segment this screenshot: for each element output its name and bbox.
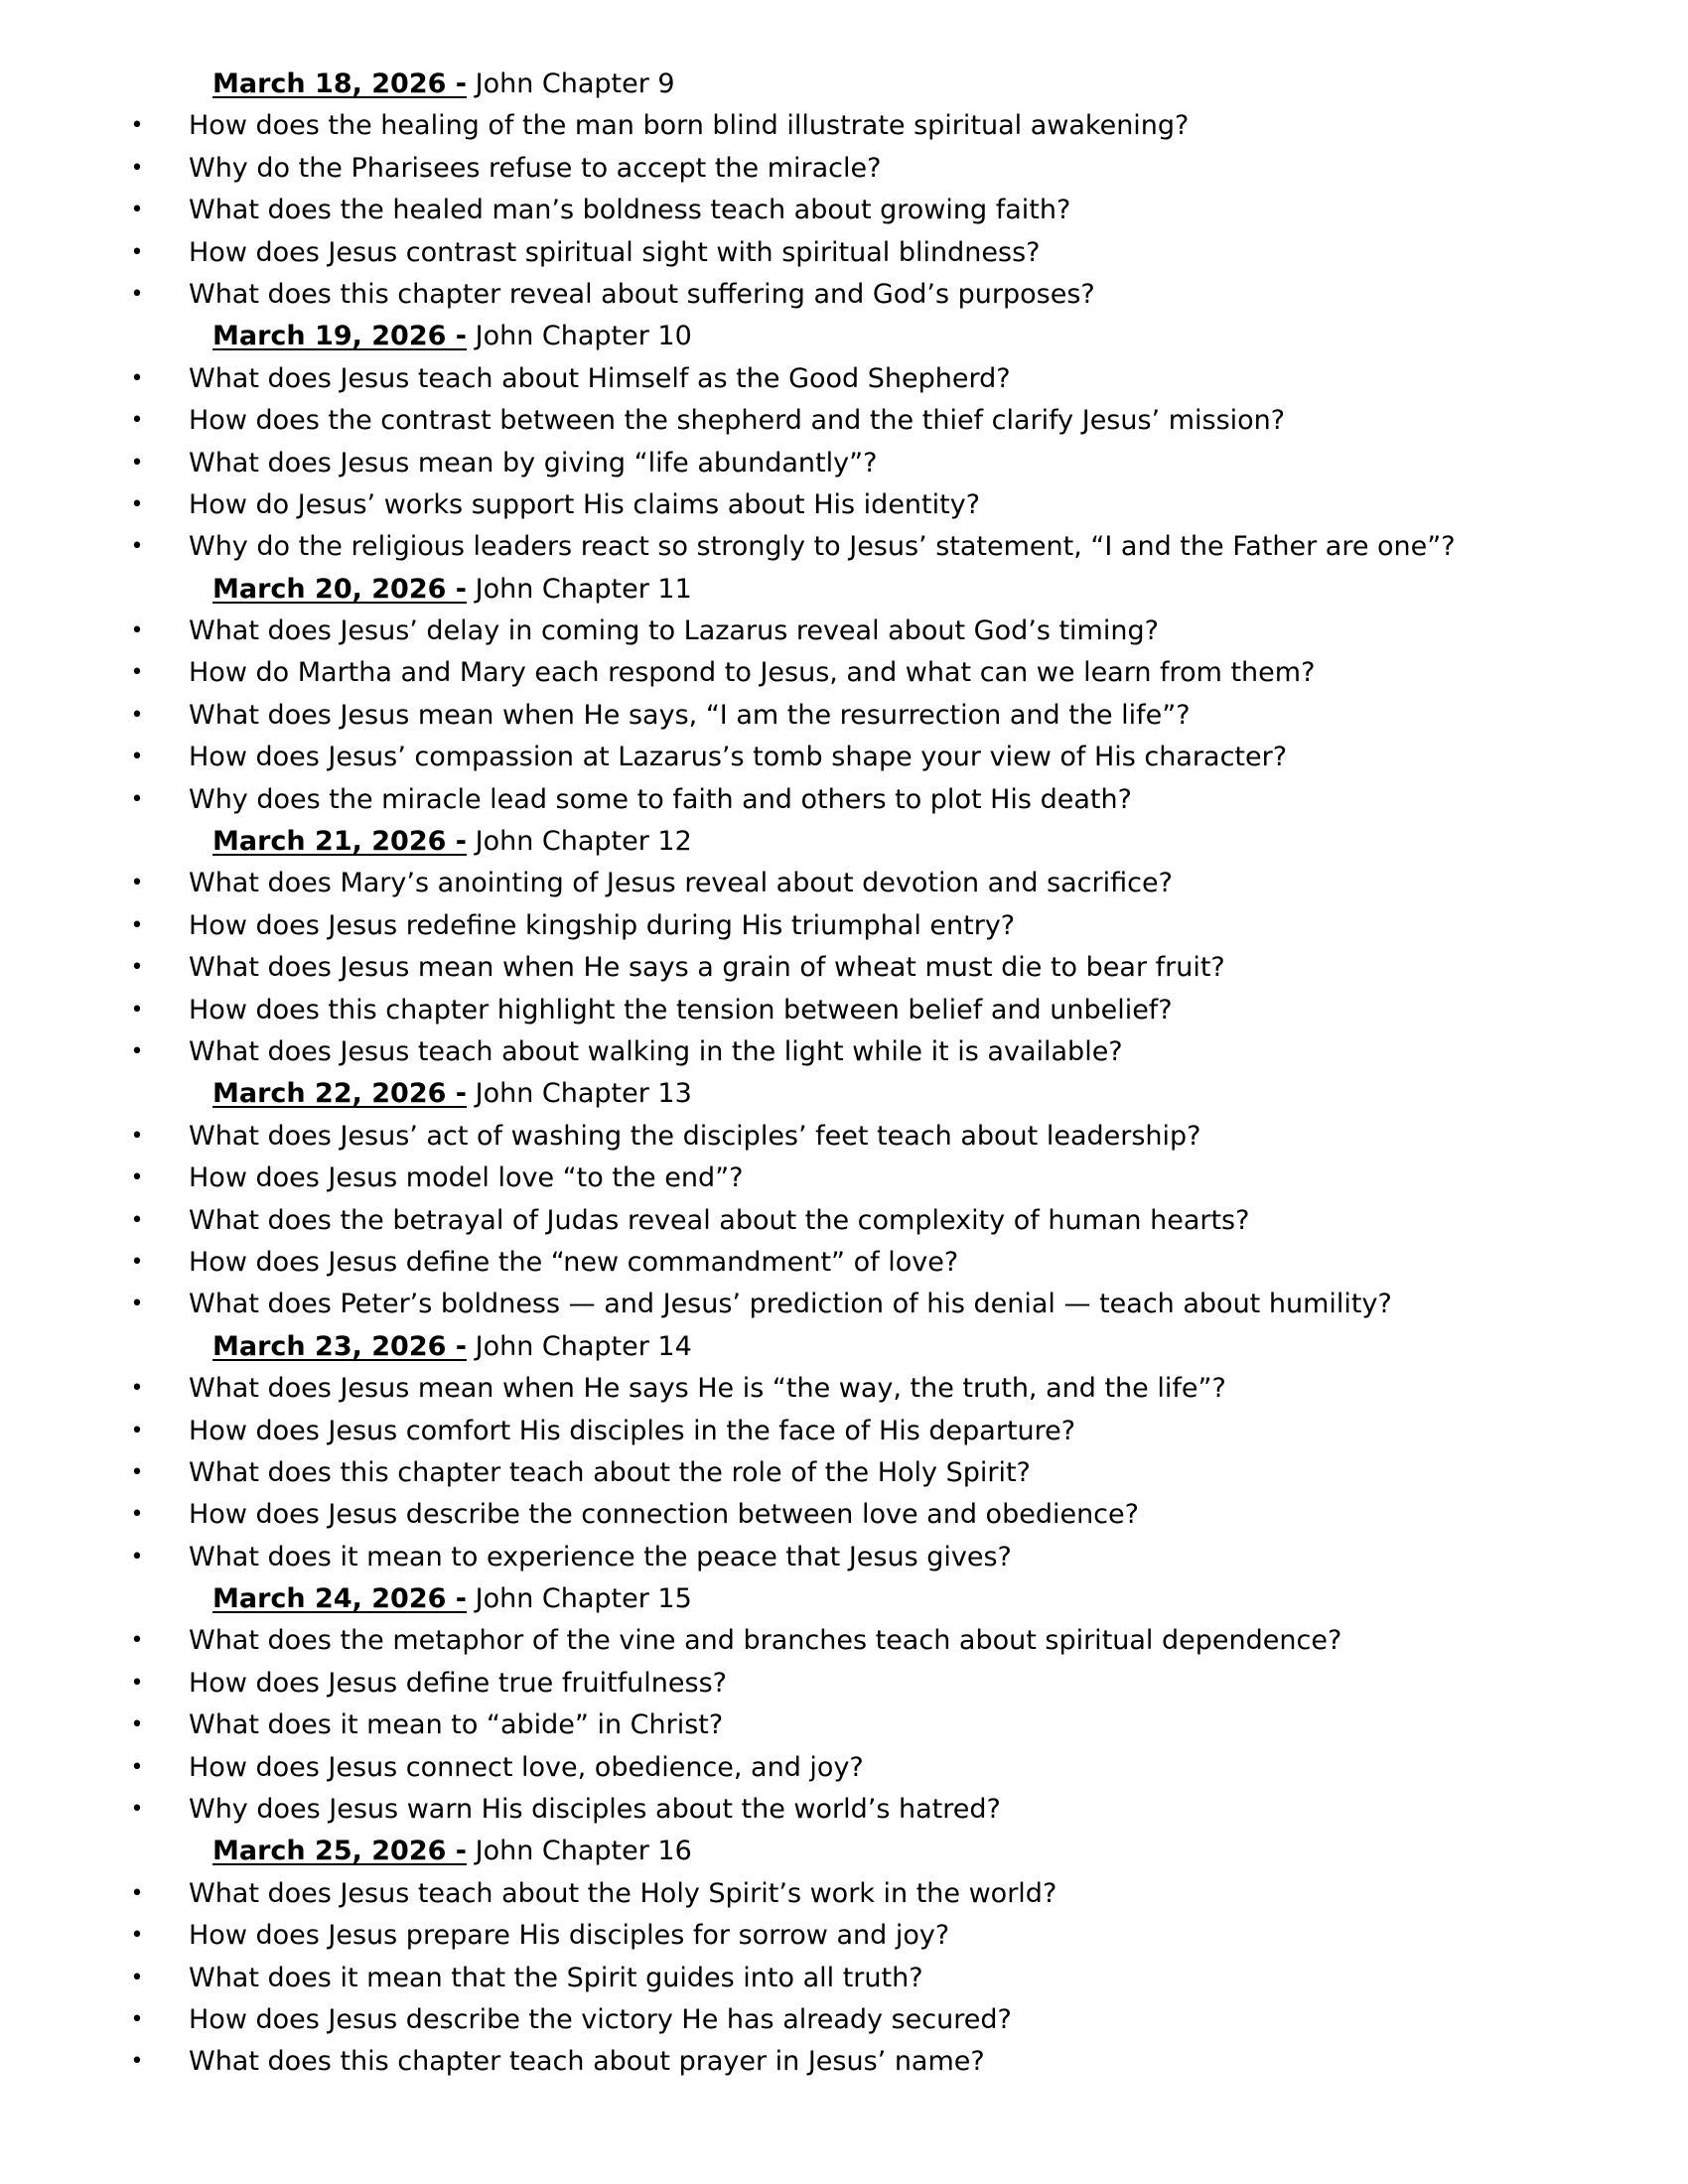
bullet-icon: • [130, 1165, 144, 1191]
bullet-icon: • [130, 912, 144, 938]
question-text: How does Jesus define the “new commandment” of love? [189, 1246, 959, 1278]
question-text: Why do the Pharisees refuse to accept the miracle? [189, 152, 882, 184]
list-item [0, 232, 1688, 274]
list-item [0, 443, 1688, 484]
list-item [0, 400, 1688, 442]
study-questions-document [0, 64, 1688, 2084]
bullet-icon: • [130, 1628, 144, 1654]
reading-date: March 24, 2026 - [212, 1583, 468, 1615]
reading-date: March 19, 2026 - [212, 321, 468, 352]
question-text: What does the betrayal of Judas reveal about the complexity of human hearts? [189, 1204, 1250, 1236]
question-text: How does Jesus model love “to the end”? [189, 1162, 744, 1194]
section-heading [0, 821, 1688, 863]
question-text: What does the healed man’s boldness teach about growing faith? [189, 195, 1071, 226]
question-text: How does Jesus comfort His disciples in the face of His departure? [189, 1415, 1076, 1446]
question-text: What does it mean to “abide” in Christ? [189, 1709, 724, 1741]
question-text: How does this chapter highlight the tension between belief and unbelief? [189, 994, 1173, 1025]
question-text: What does this chapter teach about prayer in Jesus’ name? [189, 2046, 985, 2078]
bullet-icon: • [130, 281, 144, 307]
section-heading [0, 569, 1688, 611]
list-item [0, 1200, 1688, 1242]
question-text: How do Martha and Mary each respond to Jesus, and what can we learn from them? [189, 657, 1316, 689]
section-heading [0, 1326, 1688, 1368]
list-item [0, 1747, 1688, 1789]
list-item [0, 526, 1688, 568]
reading-date: March 22, 2026 - [212, 1078, 468, 1110]
bullet-icon: • [130, 198, 144, 223]
list-item [0, 2041, 1688, 2083]
list-item [0, 779, 1688, 821]
question-text: How does Jesus connect love, obedience, and joy? [189, 1751, 864, 1783]
list-item [0, 1452, 1688, 1494]
list-item [0, 990, 1688, 1031]
bullet-icon: • [130, 1965, 144, 1990]
question-text: How does the contrast between the shepherd and the thief clarify Jesus’ mission? [189, 405, 1286, 437]
list-item [0, 652, 1688, 694]
bullet-icon: • [130, 1880, 144, 1906]
bullet-icon: • [130, 239, 144, 265]
bullet-icon: • [130, 745, 144, 770]
bullet-icon: • [130, 702, 144, 728]
question-text: What does Jesus mean when He says, “I am the resurrection and the life”? [189, 699, 1191, 731]
question-text: How does Jesus’ compassion at Lazarus’s tomb shape your view of His character? [189, 742, 1288, 773]
question-text: Why does Jesus warn His disciples about the world’s hatred? [189, 1794, 1001, 1826]
bullet-icon: • [130, 1459, 144, 1485]
bullet-icon: • [130, 534, 144, 560]
bullet-icon: • [130, 1797, 144, 1823]
question-text: How does Jesus describe the connection between love and obedience? [189, 1499, 1139, 1531]
list-item [0, 484, 1688, 526]
list-item [0, 1284, 1688, 1325]
question-text: How does Jesus redefine kingship during His triumphal entry? [189, 909, 1016, 941]
list-item [0, 1537, 1688, 1578]
question-text: What does it mean that the Spirit guides into all truth? [189, 1962, 923, 1993]
bullet-icon: • [130, 660, 144, 686]
chapter-title: John Chapter 14 [475, 1330, 692, 1362]
list-item [0, 274, 1688, 316]
reading-date: March 23, 2026 - [212, 1330, 468, 1362]
list-item [0, 1031, 1688, 1073]
question-text: What does Jesus mean when He says He is “the way, the truth, and the life”? [189, 1373, 1226, 1405]
question-text: What does it mean to experience the peace that Jesus gives? [189, 1541, 1012, 1572]
bullet-icon: • [130, 618, 144, 644]
list-item [0, 1368, 1688, 1410]
list-item [0, 863, 1688, 904]
chapter-title: John Chapter 16 [475, 1836, 692, 1867]
list-item [0, 1915, 1688, 1957]
question-text: What does Jesus’ act of washing the disciples’ feet teach about leadership? [189, 1120, 1201, 1152]
question-text: What does the metaphor of the vine and branches teach about spiritual dependence? [189, 1625, 1342, 1657]
chapter-title: John Chapter 11 [475, 573, 692, 605]
list-item [0, 148, 1688, 190]
question-text: What does Mary’s anointing of Jesus reveal about devotion and sacrifice? [189, 868, 1173, 899]
reading-section [0, 821, 1688, 1073]
question-text: What does this chapter teach about the role of the Holy Spirit? [189, 1456, 1031, 1488]
reading-section [0, 1831, 1688, 2083]
list-item [0, 1494, 1688, 1536]
bullet-icon: • [130, 786, 144, 812]
question-text: Why does the miracle lead some to faith and others to plot His death? [189, 783, 1132, 815]
section-heading [0, 1073, 1688, 1115]
reading-section [0, 1326, 1688, 1578]
question-text: What does this chapter reveal about suffering and God’s purposes? [189, 278, 1095, 310]
bullet-icon: • [130, 365, 144, 391]
question-text: How do Jesus’ works support His claims about His identity? [189, 488, 981, 520]
list-item [0, 1663, 1688, 1705]
bullet-icon: • [130, 408, 144, 434]
reading-section [0, 64, 1688, 316]
bullet-icon: • [130, 2006, 144, 2032]
question-text: What does Jesus mean by giving “life abundantly”? [189, 447, 878, 478]
reading-section [0, 316, 1688, 568]
list-item [0, 1873, 1688, 1915]
section-heading [0, 64, 1688, 105]
bullet-icon: • [130, 1670, 144, 1696]
bullet-icon: • [130, 955, 144, 981]
bullet-icon: • [130, 1502, 144, 1528]
list-item [0, 737, 1688, 778]
question-text: What does Jesus teach about walking in the light while it is available? [189, 1035, 1123, 1067]
bullet-icon: • [130, 871, 144, 896]
chapter-title: John Chapter 12 [475, 826, 692, 858]
bullet-icon: • [130, 1544, 144, 1570]
bullet-icon: • [130, 1376, 144, 1402]
bullet-icon: • [130, 113, 144, 139]
reading-section [0, 1578, 1688, 1831]
bullet-icon: • [130, 450, 144, 476]
bullet-icon: • [130, 1038, 144, 1064]
list-item [0, 358, 1688, 400]
section-heading [0, 1831, 1688, 1872]
reading-date: March 18, 2026 - [212, 68, 468, 99]
list-item [0, 1116, 1688, 1158]
question-text: How does Jesus prepare His disciples for sorrow and joy? [189, 1920, 950, 1952]
list-item [0, 1620, 1688, 1662]
list-item [0, 947, 1688, 989]
question-text: What does Jesus mean when He says a grain of wheat must die to bear fruit? [189, 952, 1225, 984]
list-item [0, 1958, 1688, 1999]
bullet-icon: • [130, 1418, 144, 1443]
bullet-icon: • [130, 1207, 144, 1233]
list-item [0, 190, 1688, 231]
question-text: How does the healing of the man born blind illustrate spiritual awakening? [189, 110, 1190, 142]
list-item [0, 1789, 1688, 1831]
reading-date: March 20, 2026 - [212, 573, 468, 605]
section-heading [0, 1578, 1688, 1620]
list-item [0, 1999, 1688, 2041]
question-text: What does Jesus teach about the Holy Spirit’s work in the world? [189, 1877, 1057, 1909]
list-item [0, 105, 1688, 147]
question-text: How does Jesus describe the victory He has already secured? [189, 2003, 1012, 2035]
section-heading [0, 316, 1688, 357]
question-text: What does Jesus’ delay in coming to Lazarus reveal about God’s timing? [189, 615, 1159, 647]
chapter-title: John Chapter 15 [475, 1583, 692, 1615]
question-text: How does Jesus contrast spiritual sight with spiritual blindness? [189, 236, 1041, 268]
bullet-icon: • [130, 2049, 144, 2075]
question-text: What does Jesus teach about Himself as the Good Shepherd? [189, 362, 1011, 394]
list-item [0, 695, 1688, 737]
list-item [0, 1242, 1688, 1284]
question-text: How does Jesus define true fruitfulness? [189, 1667, 727, 1699]
bullet-icon: • [130, 1923, 144, 1949]
bullet-icon: • [130, 1712, 144, 1738]
reading-section [0, 1073, 1688, 1325]
chapter-title: John Chapter 9 [475, 68, 675, 99]
bullet-icon: • [130, 155, 144, 181]
chapter-title: John Chapter 13 [475, 1078, 692, 1110]
list-item [0, 1158, 1688, 1199]
reading-section [0, 569, 1688, 821]
list-item [0, 611, 1688, 652]
list-item [0, 1705, 1688, 1746]
bullet-icon: • [130, 1292, 144, 1317]
list-item [0, 1411, 1688, 1452]
question-text: Why do the religious leaders react so strongly to Jesus’ statement, “I and the Father are one”? [189, 531, 1456, 563]
bullet-icon: • [130, 1249, 144, 1275]
reading-date: March 25, 2026 - [212, 1836, 468, 1867]
bullet-icon: • [130, 1754, 144, 1780]
question-text: What does Peter’s boldness — and Jesus’ prediction of his denial — teach about humility? [189, 1289, 1392, 1320]
chapter-title: John Chapter 10 [475, 321, 692, 352]
bullet-icon: • [130, 1123, 144, 1149]
bullet-icon: • [130, 491, 144, 517]
bullet-icon: • [130, 997, 144, 1023]
list-item [0, 905, 1688, 947]
reading-date: March 21, 2026 - [212, 826, 468, 858]
